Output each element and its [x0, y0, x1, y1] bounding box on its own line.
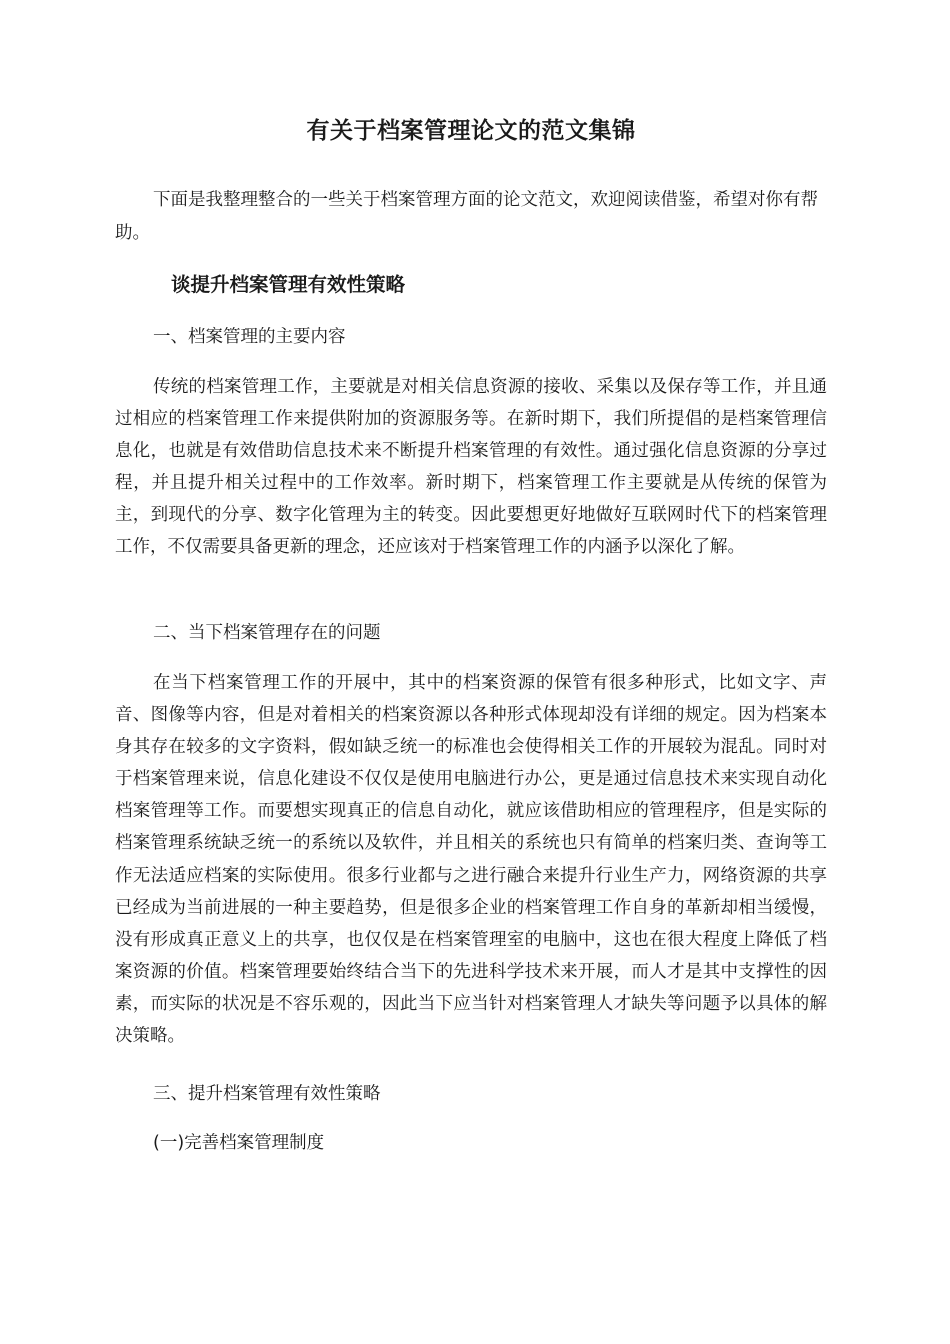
section-1-body: 传统的档案管理工作，主要就是对相关信息资源的接收、采集以及保存等工作，并且通过相应的档案管理工作来提供附加的资源服务等。在新时期下，我们所提倡的是档案管理信息化，也就是有效借助信息技术来不断提升档案管理的有效性。通过强化信息资源的分享过程，并且提升相关过程中的工作效率。新时期下，档案管理工作主要就是从传统的保管为主，到现代的分享、数字化管理为主的转变。因此要想更好地做好互联网时代下的档案管理工作，不仅需要具备更新的理念，还应该对于档案管理工作的内涵予以深化了解。: [115, 377, 827, 558]
section-1-heading: 一、档案管理的主要内容: [153, 327, 346, 347]
intro-paragraph: 下面是我整理整合的一些关于档案管理方面的论文范文，欢迎阅读借鉴，希望对你有帮助。: [115, 190, 818, 243]
section-3-heading: 三、提升档案管理有效性策略: [153, 1084, 381, 1104]
document-title: 有关于档案管理论文的范文集锦: [306, 118, 636, 144]
section-2-body: 在当下档案管理工作的开展中，其中的档案资源的保管有很多种形式，比如文字、声音、图像等内容，但是对着相关的档案资源以各种形式体现却没有详细的规定。因为档案本身其存在较多的文字资料，假如缺乏统一的标准也会使得相关工作的开展较为混乱。同时对于档案管理来说，信息化建设不仅仅是使用电脑进行办公，更是通过信息技术来实现自动化档案管理等工作。而要想实现真正的信息自动化，就应该借助相应的管理程序，但是实际的档案管理系统缺乏统一的系统以及软件，并且相关的系统也只有简单的档案归类、查询等工作无法适应档案的实际使用。很多行业都与之进行融合来提升行业生产力，网络资源的共享已经成为当前进展的一种主要趋势，但是很多企业的档案管理工作自身的革新却相当缓慢，没有形成真正意义上的共享，也仅仅是在档案管理室的电脑中，这也在很大程度上降低了档案资源的价值。档案管理要始终结合当下的先进科学技术来开展，而人才是其中支撑性的因素，而实际的状况是不容乐观的，因此当下应当针对档案管理人才缺失等问题予以具体的解决策略。: [115, 673, 827, 1047]
subsection-1-heading: (一)完善档案管理制度: [153, 1133, 325, 1153]
article-title: 谈提升档案管理有效性策略: [171, 273, 406, 296]
section-2-heading: 二、当下档案管理存在的问题: [153, 623, 381, 643]
